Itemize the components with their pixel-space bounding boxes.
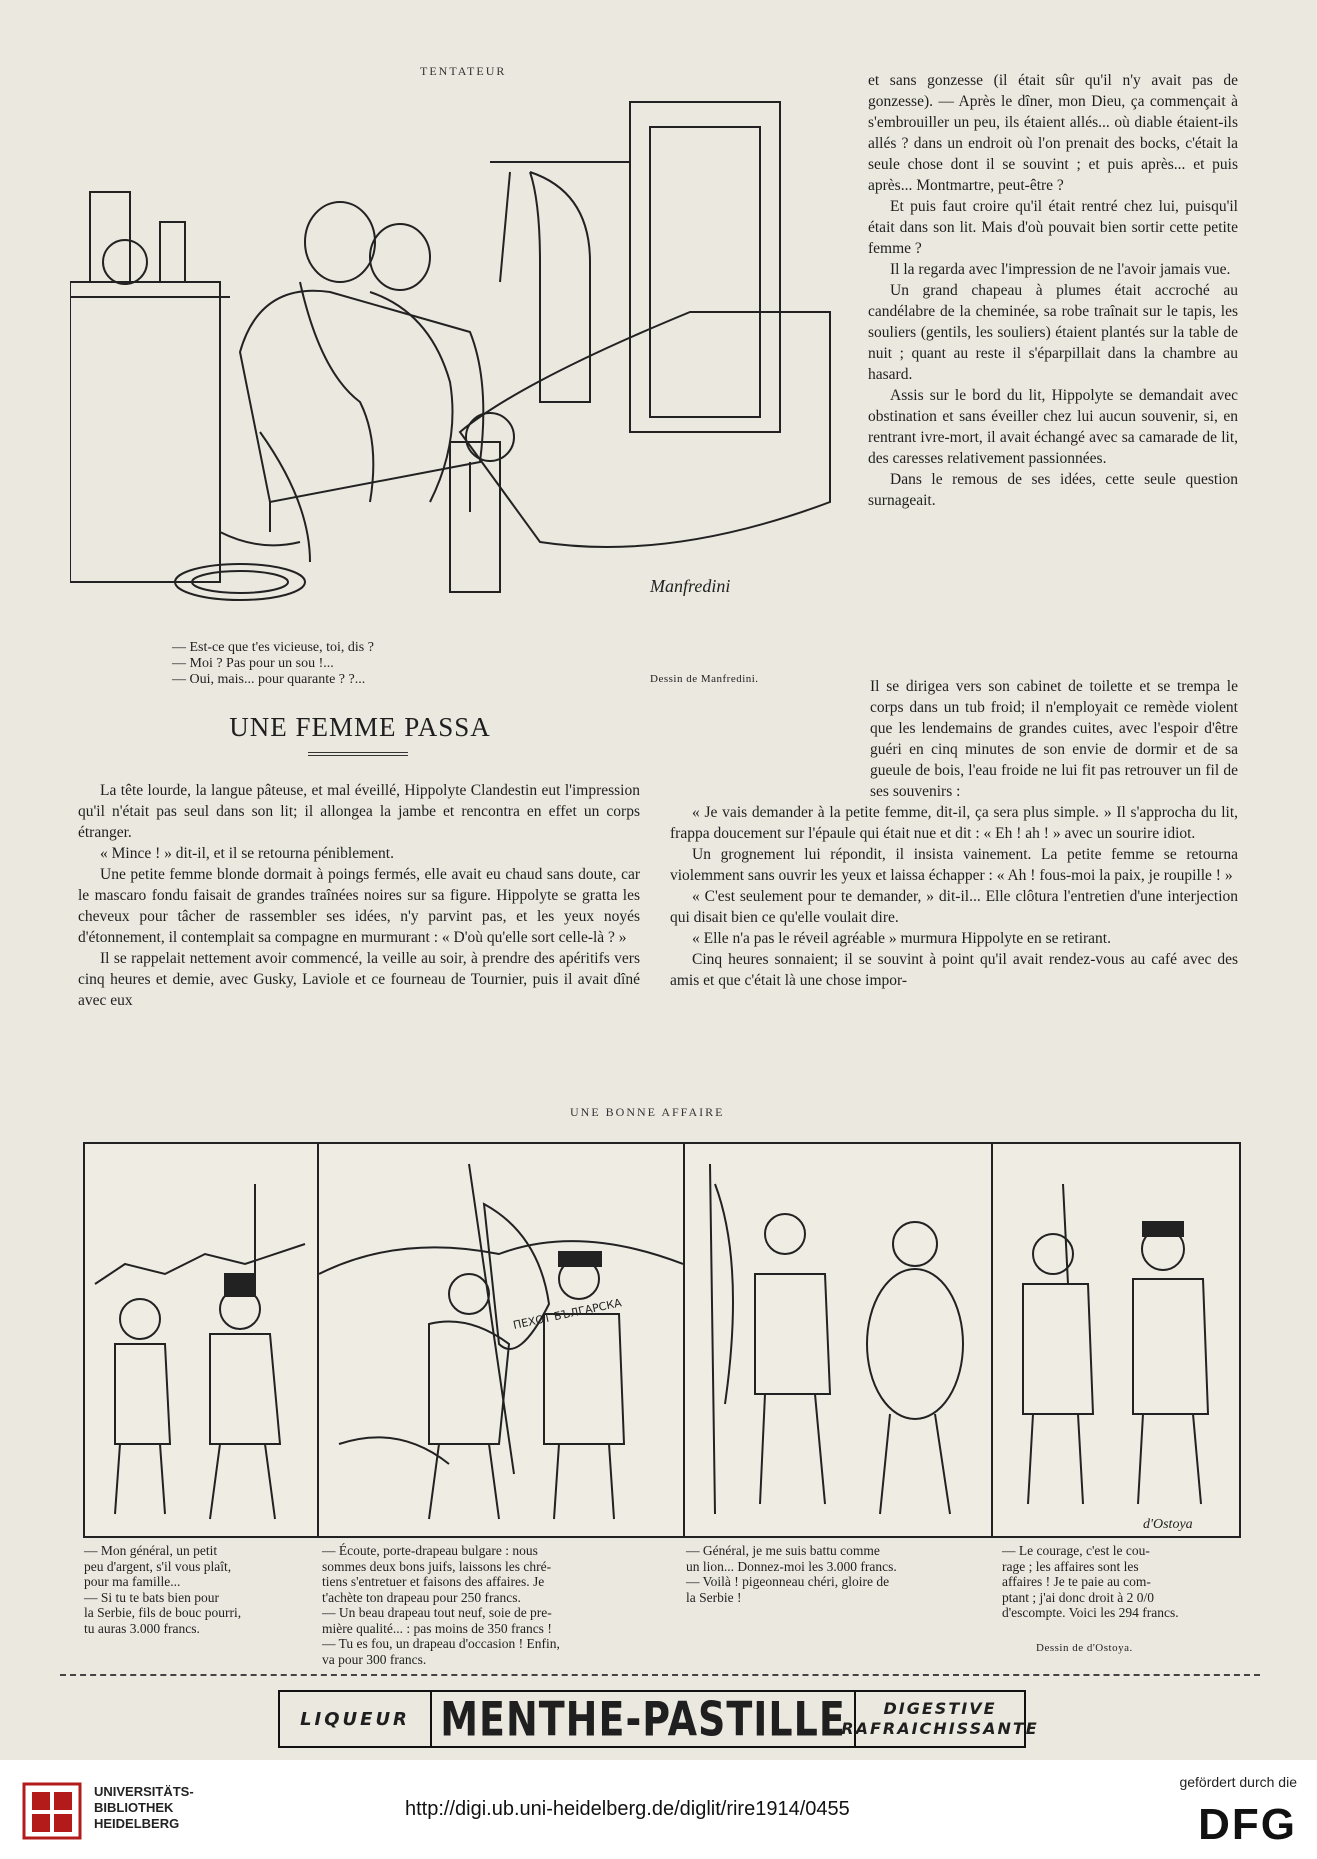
article-right-column-bottom bbox=[670, 676, 1238, 991]
caption-line: — Moi ? Pas pour un sou !... bbox=[172, 656, 334, 671]
source-url-link[interactable]: http://digi.ub.uni-heidelberg.de/diglit/rire1914/0455 bbox=[405, 1798, 850, 1820]
caption-line: tiens s'entretuer et faisons des affaires. Je bbox=[322, 1574, 545, 1589]
comic-caption-4 bbox=[1002, 1543, 1234, 1621]
illustration-signature: Manfredini bbox=[650, 576, 731, 596]
illustration-credit: Dessin de Manfredini. bbox=[650, 673, 759, 685]
caption-line: — Oui, mais... pour quarante ? ?... bbox=[172, 672, 366, 687]
caption-line: — Mon général, un petit bbox=[84, 1543, 218, 1558]
caption-line: un lion... Donnez-moi les 3.000 francs. bbox=[686, 1558, 897, 1574]
menthe-pastille-ad bbox=[278, 1690, 1039, 1748]
bed bbox=[460, 312, 830, 547]
paragraph: Cinq heures sonnaient; il se souvint à point qu'il avait rendez-vous au café avec des amis et que c'était là une chose impor- bbox=[670, 951, 1238, 989]
caption-line: — Est-ce que t'es vicieuse, toi, dis ? bbox=[172, 640, 374, 655]
caption-line: la Serbie, fils de bouc pourri, bbox=[84, 1605, 242, 1620]
seal-block bbox=[32, 1814, 50, 1832]
paragraph: « C'est seulement pour te demander, » dit-il... Elle clôtura l'entretien d'une interjection qui disait bien ce qu'elle voulait dire. bbox=[670, 888, 1238, 926]
tentateur-drawing bbox=[70, 82, 842, 622]
seal-block bbox=[54, 1792, 72, 1810]
paragraph: Dans le remous de ses idées, cette seule question surnageait. bbox=[868, 471, 1238, 509]
fat-general-body bbox=[867, 1269, 963, 1419]
comic-credit: Dessin de d'Ostoya. bbox=[1036, 1642, 1133, 1654]
article-right-column-top bbox=[868, 70, 1238, 511]
ad-brand-name: MENTHE-PASTILLE bbox=[440, 1691, 846, 1747]
panel-1-drawing bbox=[85, 1144, 317, 1536]
library-name-line: BIBLIOTHEK bbox=[94, 1800, 174, 1815]
dfg-logo: DFG bbox=[1198, 1800, 1297, 1849]
caption-line: d'escompte. Voici les 294 francs. bbox=[1002, 1605, 1179, 1620]
caption-line: t'achète ton drapeau pour 250 francs. bbox=[322, 1589, 521, 1605]
soldier-body bbox=[115, 1344, 170, 1444]
caption-line: va pour 300 francs. bbox=[322, 1651, 427, 1667]
article-title: UNE FEMME PASSA bbox=[229, 712, 491, 742]
caption-line: — Tu es fou, un drapeau d'occasion ! Enfin, bbox=[322, 1636, 560, 1651]
clock bbox=[103, 240, 147, 284]
comic-caption-1 bbox=[84, 1543, 302, 1636]
section-divider bbox=[60, 1674, 1260, 1676]
paragraph: « Mince ! » dit-il, et il se retourna péniblement. bbox=[100, 845, 394, 862]
tentateur-illustration bbox=[70, 82, 842, 622]
caption-line: tu auras 3.000 francs. bbox=[84, 1620, 200, 1636]
paragraph: Il la regarda avec l'impression de ne l'avoir jamais vue. bbox=[890, 261, 1231, 278]
hanging-coat bbox=[530, 172, 590, 402]
comic-panel-2 bbox=[319, 1144, 685, 1536]
paragraph: Un grognement lui répondit, il insista vainement. La petite femme se retourna violemment sans ouvrir les yeux et laissa échapper : « Ah ! fous-moi la paix, je roupille ! » bbox=[670, 846, 1238, 884]
armchair bbox=[240, 291, 483, 502]
paragraph: Il se rappelait nettement avoir commencé, la veille au soir, à prendre des apéritifs vers cinq heures et demie, avec Gusky, Laviole et ce fourneau de Tournier, puis il avait dîné avec eux bbox=[78, 950, 640, 1009]
article-left-column bbox=[78, 780, 640, 1011]
illustration-caption bbox=[172, 640, 374, 688]
paragraph: Et puis faut croire qu'il était rentré chez lui, puisqu'il était dans son lit. Mais d'où pouvait bien sortir cette petite femme ? bbox=[868, 198, 1238, 257]
soldier-head bbox=[120, 1299, 160, 1339]
caption-line: sommes deux bons juifs, laissons les chré- bbox=[322, 1558, 552, 1574]
general-body bbox=[210, 1334, 280, 1444]
caption-line: peu d'argent, s'il vous plaît, bbox=[84, 1558, 232, 1574]
seal-block bbox=[54, 1814, 72, 1832]
paragraph: Un grand chapeau à plumes était accroché au candélabre de la cheminée, sa robe traînait sur le tapis, les souliers (gentils, les souliers) étaient plantés sur la table de nuit ; quant au reste il s'éparpillait dans la chambre au hasard. bbox=[868, 282, 1238, 383]
caption-line: — Voilà ! pigeonneau chéri, gloire de bbox=[686, 1574, 890, 1589]
comic-caption-2 bbox=[322, 1543, 672, 1667]
caption-line: — Général, je me suis battu comme bbox=[686, 1543, 880, 1558]
caption-line: affaires ! Je te paie au com- bbox=[1002, 1574, 1151, 1589]
paragraph: La tête lourde, la langue pâteuse, et mal éveillé, Hippolyte Clandestin eut l'impression qu'il n'était pas seul dans son lit; il allongea la jambe et rencontra en effet un corps étranger. bbox=[78, 782, 640, 841]
comic-strip bbox=[83, 1142, 1241, 1538]
funding-label: gefördert durch die bbox=[1179, 1774, 1297, 1790]
panel-3-drawing bbox=[685, 1144, 991, 1536]
woman-head bbox=[305, 202, 375, 282]
caption-line: ptant ; j'ai donc droit à 2 0/0 bbox=[1002, 1589, 1155, 1605]
comic-title: UNE BONNE AFFAIRE bbox=[570, 1105, 725, 1119]
digitization-footer bbox=[0, 1760, 1317, 1859]
caption-line: la Serbie ! bbox=[686, 1589, 742, 1605]
illustration-title: TENTATEUR bbox=[420, 64, 507, 78]
library-name-line: HEIDELBERG bbox=[94, 1816, 180, 1831]
panel-4-drawing bbox=[993, 1144, 1239, 1536]
paragraph: Il se dirigea vers son cabinet de toilette et se trempa le corps dans un tub froid; il n'employait ce remède violent que les lendemains de grandes cuites, avec l'espoir d'être guéri en cinq minutes de son envie de dormir et de sa gueule de bois, l'eau froide ne lui fit pas retrouver un fil de ses souvenirs : bbox=[870, 678, 1238, 800]
ad-liqueur-label: LIQUEUR bbox=[280, 1692, 432, 1746]
university-seal-icon bbox=[22, 1782, 82, 1840]
seal-block bbox=[32, 1792, 50, 1810]
flag-text: ПЕХОТ БЪЛГАРСКА bbox=[511, 1296, 623, 1332]
ad-tagline-line: RAFRAICHISSANTE bbox=[841, 1719, 1039, 1738]
paragraph: et sans gonzesse (il était sûr qu'il n'y avait pas de gonzesse). — Après le dîner, mon Dieu, ça commençait à s'embrouiller un peu, ils étaient allés... où diable étaient-ils allés ? dans un endroit où l'on prenait des bocks, c'était la seule chose dont il se souvint ; et puis après... et puis après... Montmartre, peut-être ? bbox=[868, 72, 1238, 194]
ad-tagline-line: DIGESTIVE bbox=[883, 1699, 997, 1718]
title-ornament bbox=[308, 752, 408, 756]
caption-line: — Si tu te bats bien pour bbox=[84, 1589, 219, 1605]
paragraph: Assis sur le bord du lit, Hippolyte se demandait avec obstination et sans éveiller chez lui aucun souvenir, si, en rentrant ivre-mort, il avait échangé avec sa camarade de lit, des caresses relativement passionnées. bbox=[868, 387, 1238, 467]
door bbox=[630, 102, 780, 432]
comic-panel-4 bbox=[993, 1144, 1239, 1536]
caption-line: — Écoute, porte-drapeau bulgare : nous bbox=[322, 1543, 538, 1558]
caption-line: — Le courage, c'est le cou- bbox=[1002, 1543, 1150, 1558]
comic-panel-1 bbox=[85, 1144, 319, 1536]
ad-tagline bbox=[841, 1692, 1039, 1746]
caption-line: pour ma famille... bbox=[84, 1574, 181, 1589]
mantelpiece bbox=[70, 282, 220, 582]
paragraph: « Je vais demander à la petite femme, dit-il, ça sera plus simple. » Il s'approcha du lit, frappa doucement sur l'épaule qui était nue et dit : « Eh ! ah ! » avec un sourire idiot. bbox=[670, 804, 1238, 842]
library-name-line: UNIVERSITÄTS- bbox=[94, 1784, 194, 1799]
man-head bbox=[370, 224, 430, 290]
library-name bbox=[94, 1784, 194, 1832]
comic-signature: d'Ostoya bbox=[1143, 1517, 1193, 1532]
flag-pole bbox=[469, 1164, 514, 1474]
panel-2-drawing bbox=[319, 1144, 683, 1536]
caption-line: — Un beau drapeau tout neuf, soie de pre- bbox=[322, 1605, 552, 1620]
comic-caption-3 bbox=[686, 1543, 986, 1605]
paragraph: Une petite femme blonde dormait à poings fermés, elle avait eu chaud sans doute, car le mascaro fondu faisait de grandes traînées noires sur sa figure. Hippolyte se gratta les cheveux pour tâcher de rassembler ses idées, n'y parvint pas, et les yeux noyés d'étonnement, il contemplait sa compagne en murmurant : « D'où qu'elle sort celle-là ? » bbox=[78, 866, 640, 946]
paragraph: « Elle n'a pas le réveil agréable » murmura Hippolyte en se retirant. bbox=[692, 930, 1111, 947]
caption-line: rage ; les affaires sont les bbox=[1002, 1558, 1139, 1574]
comic-panel-3 bbox=[685, 1144, 993, 1536]
caption-line: mière qualité... : pas moins de 350 francs ! bbox=[322, 1620, 552, 1636]
